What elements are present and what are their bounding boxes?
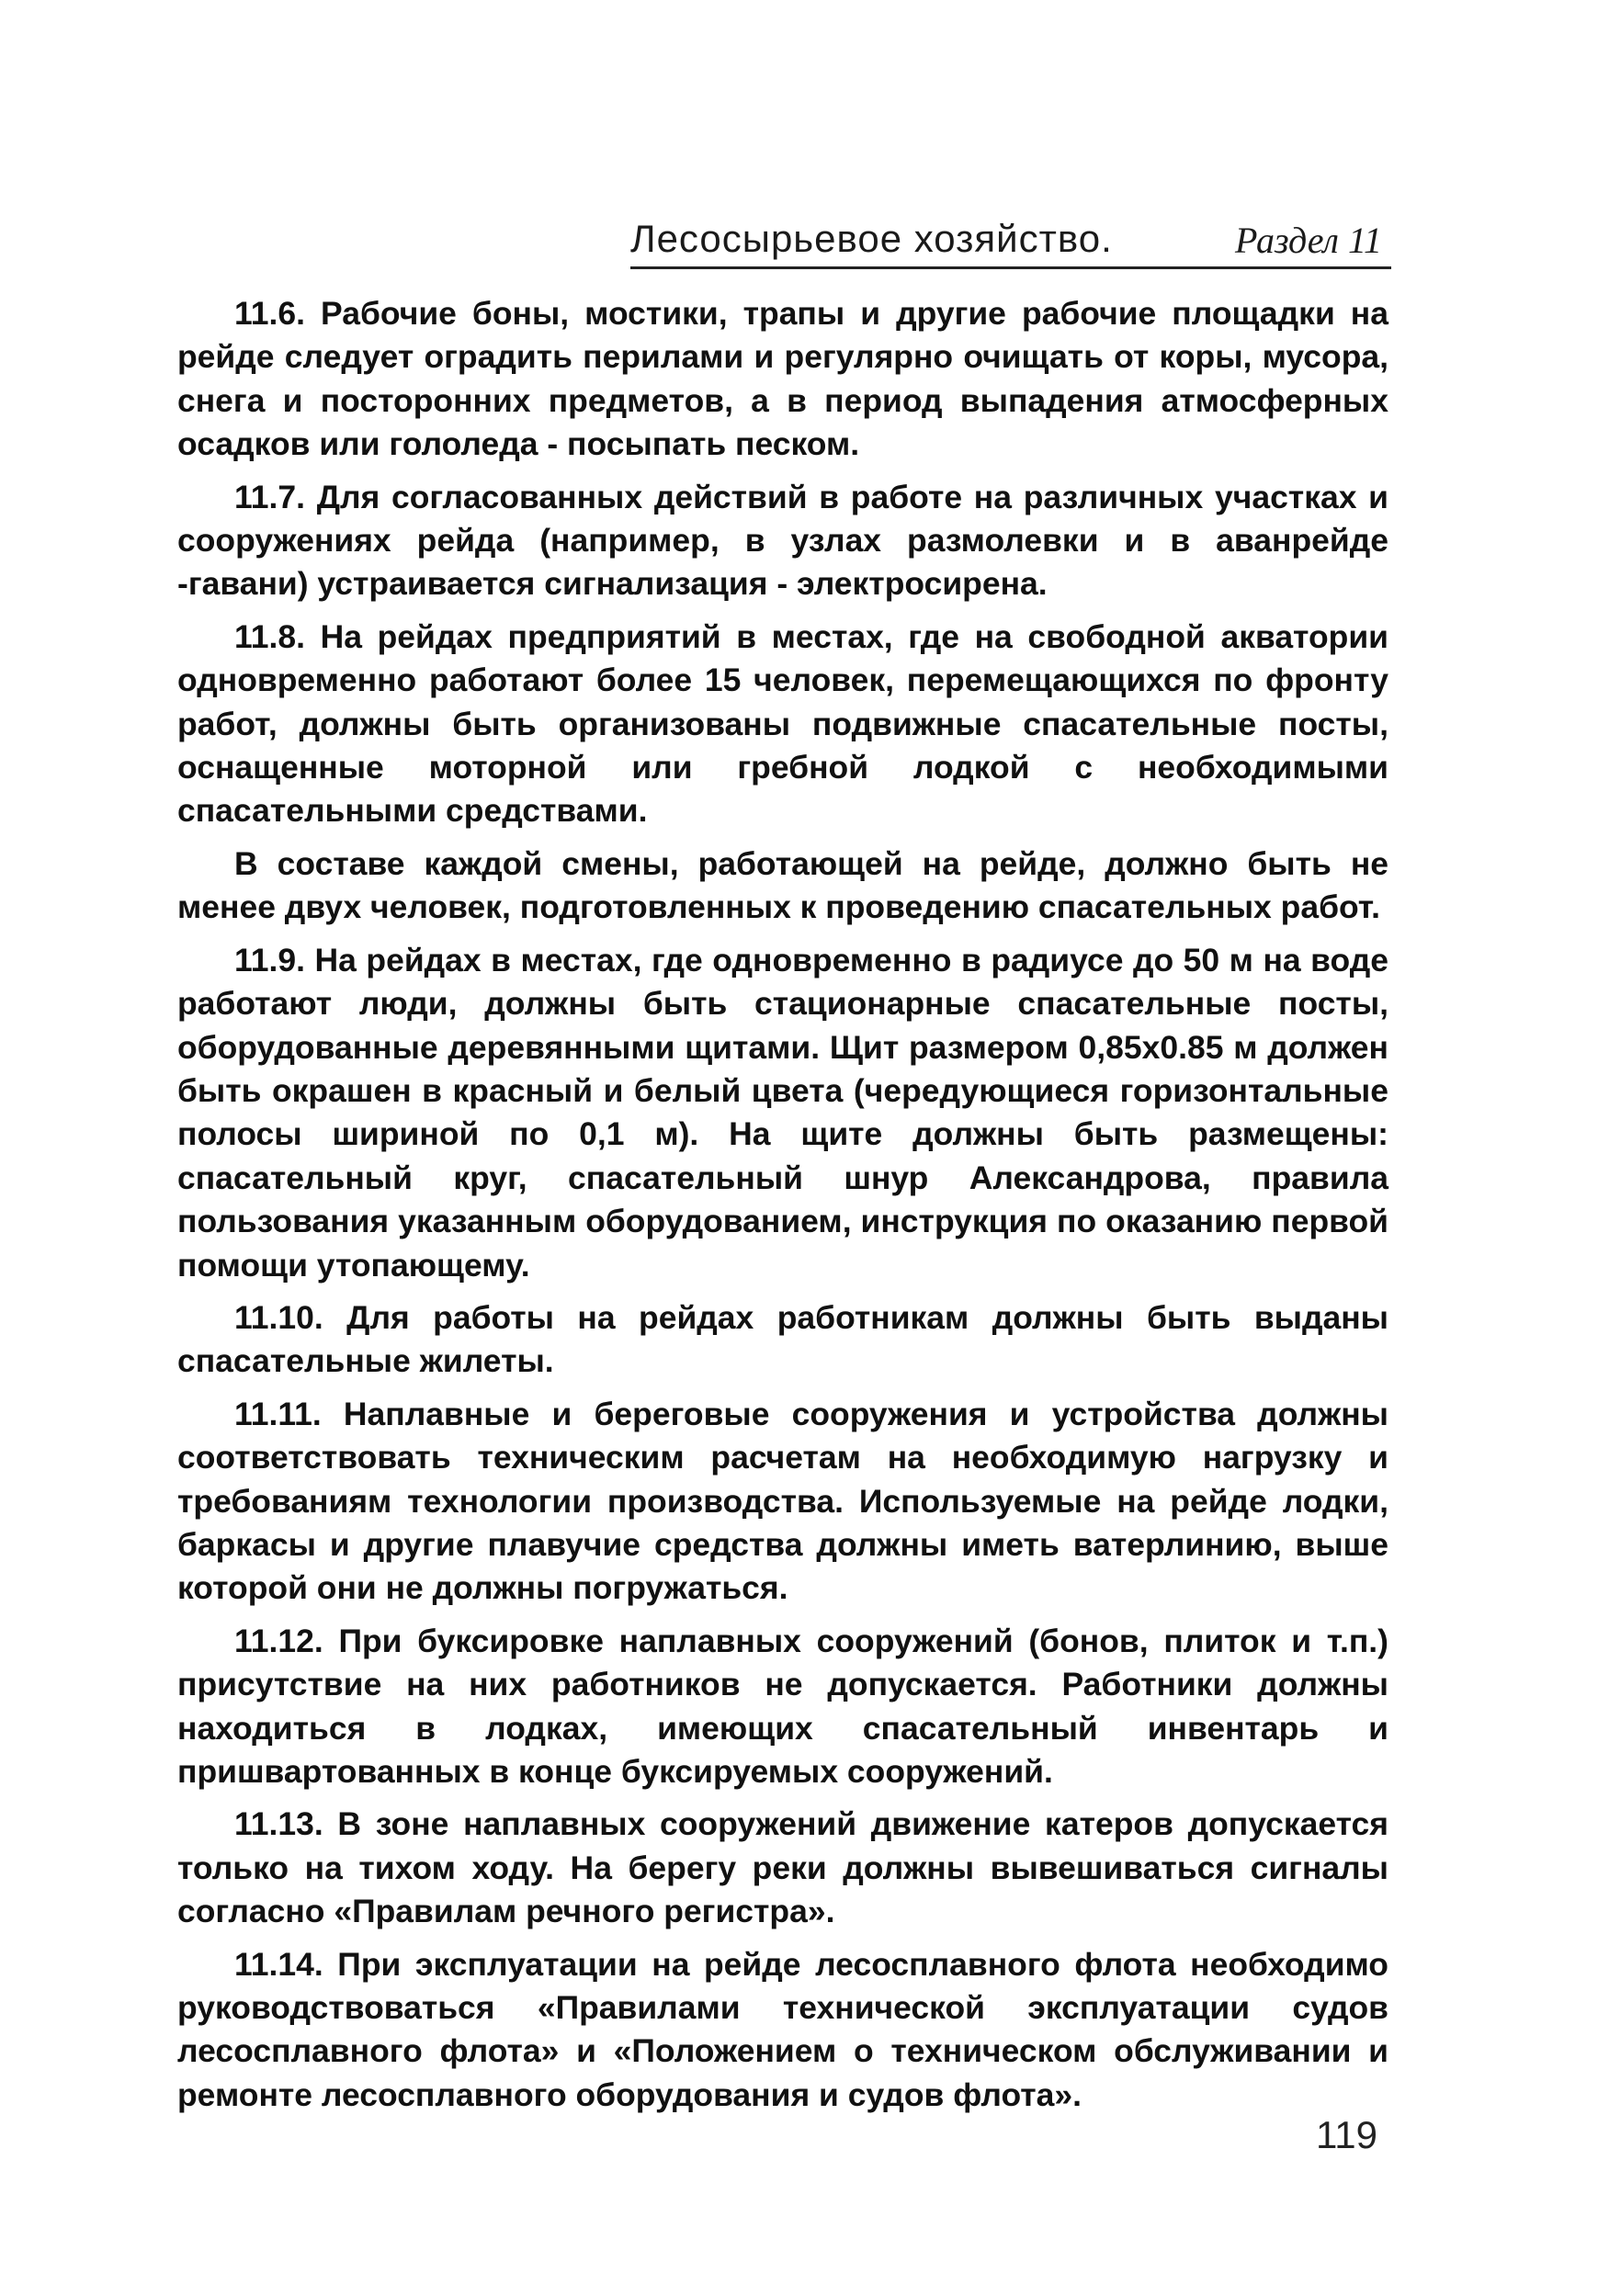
- body-text: [177, 292, 1388, 2126]
- paragraph-11-11: 11.11. Наплавные и береговые сооружения и устройства должны соответствовать техническим расчетам на необходимую нагрузку и требованиям технологии производства. Используемые на рейде лодки, баркасы и другие плавучие средства должны иметь ватерлинию, выше которой они не должны погружаться.: [177, 1395, 1388, 1607]
- running-header: [630, 209, 1391, 269]
- header-section: Раздел 11: [1235, 220, 1382, 261]
- header-title: Лесосырьевое хозяйство.: [630, 217, 1113, 260]
- paragraph-11-8: 11.8. На рейдах предприятий в местах, где на свободной акватории одновременно работают более 15 человек, перемещающихся по фронту работ, должны быть организованы подвижные спасательные посты, оснащенные моторной или гребной лодкой с необходимыми спасательными средствами.: [177, 617, 1388, 830]
- paragraph-11-9: 11.9. На рейдах в местах, где одновременно в радиусе до 50 м на воде работают люди, должны быть стационарные спасательные посты, оборудованные деревянными щитами. Щит размером 0,85х0.85 м должен быть окрашен в красный и белый цвета (чередующиеся горизонтальные полосы шириной по 0,1 м). На щите должны быть размещены: спасательный круг, спасательный шнур Александрова, правила пользования указанным оборудованием, инструкция по оказанию первой помощи утопающему.: [177, 941, 1388, 1284]
- paragraph-11-10: 11.10. Для работы на рейдах работникам должны быть выданы спасательные жилеты.: [177, 1298, 1388, 1380]
- paragraph-11-13: 11.13. В зоне наплавных сооружений движение катеров допускается только на тихом ходу. На берегу реки должны вывешиваться сигналы согласно «Правилам речного регистра».: [177, 1805, 1388, 1930]
- paragraph-11-6: 11.6. Рабочие боны, мостики, трапы и другие рабочие площадки на рейде следует оградить перилами и регулярно очищать от коры, мусора, снега и посторонних предметов, а в период выпадения атмосферных осадков или гололеда - посыпать песком.: [177, 295, 1388, 463]
- paragraph-11-14: 11.14. При эксплуатации на рейде лесосплавного флота необходимо руководствоваться «Правилами технической эксплуатации судов лесосплавного флота» и «Положением о техническом обслуживании и ремонте лесосплавного оборудования и судов флота».: [177, 1945, 1388, 2113]
- paragraph-11-8-continued: В составе каждой смены, работающей на рейде, должно быть не менее двух человек, подготовленных к проведению спасательных работ.: [177, 844, 1388, 926]
- paragraph-11-7: 11.7. Для согласованных действий в работе на различных участках и сооружениях рейда (например, в узлах размолевки и в аванрейде -гавани) устраивается сигнализация - электросирена.: [177, 478, 1388, 603]
- page-number: 119: [1316, 2113, 1377, 2156]
- paragraph-11-12: 11.12. При буксировке наплавных сооружений (бонов, плиток и т.п.) присутствие на них работников не допускается. Работники должны находиться в лодках, имеющих спасательный инвентарь и пришвартованных в конце буксируемых сооружений.: [177, 1622, 1388, 1790]
